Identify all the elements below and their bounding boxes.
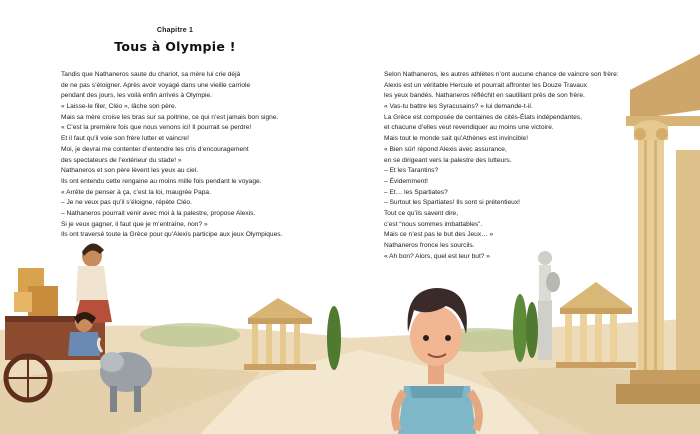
text-line: « Arrête de penser à ça, c’est la loi, maugrée Papa. — [61, 188, 211, 196]
text-line: « Laisse-le filer, Cléo », lâche son père. — [61, 103, 177, 111]
text-line: en se dirigeant vers la palestre des lutteurs. — [384, 156, 512, 164]
right-page-text — [384, 70, 619, 262]
text-line: Mais sa mère croise les bras sur sa poitrine, ce qui n’est jamais bon signe. — [61, 113, 279, 121]
text-line: Mais ce n’est pas le but des Jeux… » — [384, 231, 494, 239]
text-line: Ils ont entendu cette rengaine au moins mille fois pendant le voyage. — [61, 177, 262, 185]
text-line: Ils ont traversé toute la Grèce pour qu’Alexis participe aux jeux Olympiques. — [61, 231, 283, 239]
text-line: « Vas-tu battre les Syracusains? » lui demande-t-il. — [384, 103, 533, 111]
text-line: des spectateurs de l’extérieur du stade! » — [61, 156, 182, 164]
text-line: La Grèce est composée de centaines de cités-États indépendantes, — [384, 113, 582, 121]
left-page-text — [61, 70, 282, 241]
text-line: Moi, je devrai me contenter d’entendre les cris d’encouragement — [61, 145, 249, 153]
chapter-title: Tous à Olympie ! — [114, 39, 236, 54]
text-line: – Et les Tarantins? — [384, 167, 439, 175]
text-line: – Surtout les Spartiates! Ils sont si prétentieux! — [384, 199, 520, 207]
text-line: de ne pas s’éloigner. Après avoir voyagé dans une vieille carriole — [61, 81, 251, 89]
text-line: « Ah bon? Alors, quel est leur but? » — [384, 252, 490, 260]
text-line: Nathaneros fronce les sourcils. — [384, 242, 475, 249]
text-line: Tandis que Nathaneros saute du chariot, sa mère lui crie déjà — [61, 71, 241, 78]
chapter-number: Chapitre 1 — [156, 27, 194, 34]
text-line: – Et… les Spartiates? — [384, 188, 448, 196]
text-line: Mais tout le monde sait qu’Athènes est invincible! — [384, 135, 529, 143]
text-line: Nathaneros et son père lèvent les yeux au ciel. — [61, 167, 199, 175]
text-line: Si je veux gagner, il faut que je m’entraîne, non? » — [61, 220, 208, 228]
text-line: c’est “nous sommes imbattables”. — [384, 220, 483, 228]
text-line: pendant des jours, les voilà enfin arrivés à Olympie. — [61, 92, 212, 100]
text-line: Et il faut qu’il voie son frère lutter et vaincre! — [61, 135, 189, 143]
text-line: Selon Nathaneros, les autres athlètes n’ont aucune chance de vaincre son frère: — [384, 71, 619, 78]
text-line: – Nathaneros pourrait venir avec moi à la palestre, propose Alexis. — [61, 209, 256, 217]
text-line: – Je ne veux pas qu’il s’éloigne, répète Cléo. — [61, 199, 192, 207]
text-line: – Évidemment! — [384, 177, 428, 185]
text-line: « Bien sûr! répond Alexis avec assurance, — [384, 145, 507, 153]
text-line: Alexis est un véritable Hercule et pourrait affronter les Douze Travaux — [384, 81, 587, 89]
text-line: « C’est la première fois que nous venons ici! Il pourrait se perdre! — [61, 124, 252, 132]
text-line: et chacune d’elles veut revendiquer au moins une victoire. — [384, 124, 554, 132]
text-line: Tout ce qu’ils savent dire, — [384, 209, 459, 217]
text-line: les yeux bandés. Nathaneros réfléchit en sautillant près de son frère. — [384, 92, 585, 100]
